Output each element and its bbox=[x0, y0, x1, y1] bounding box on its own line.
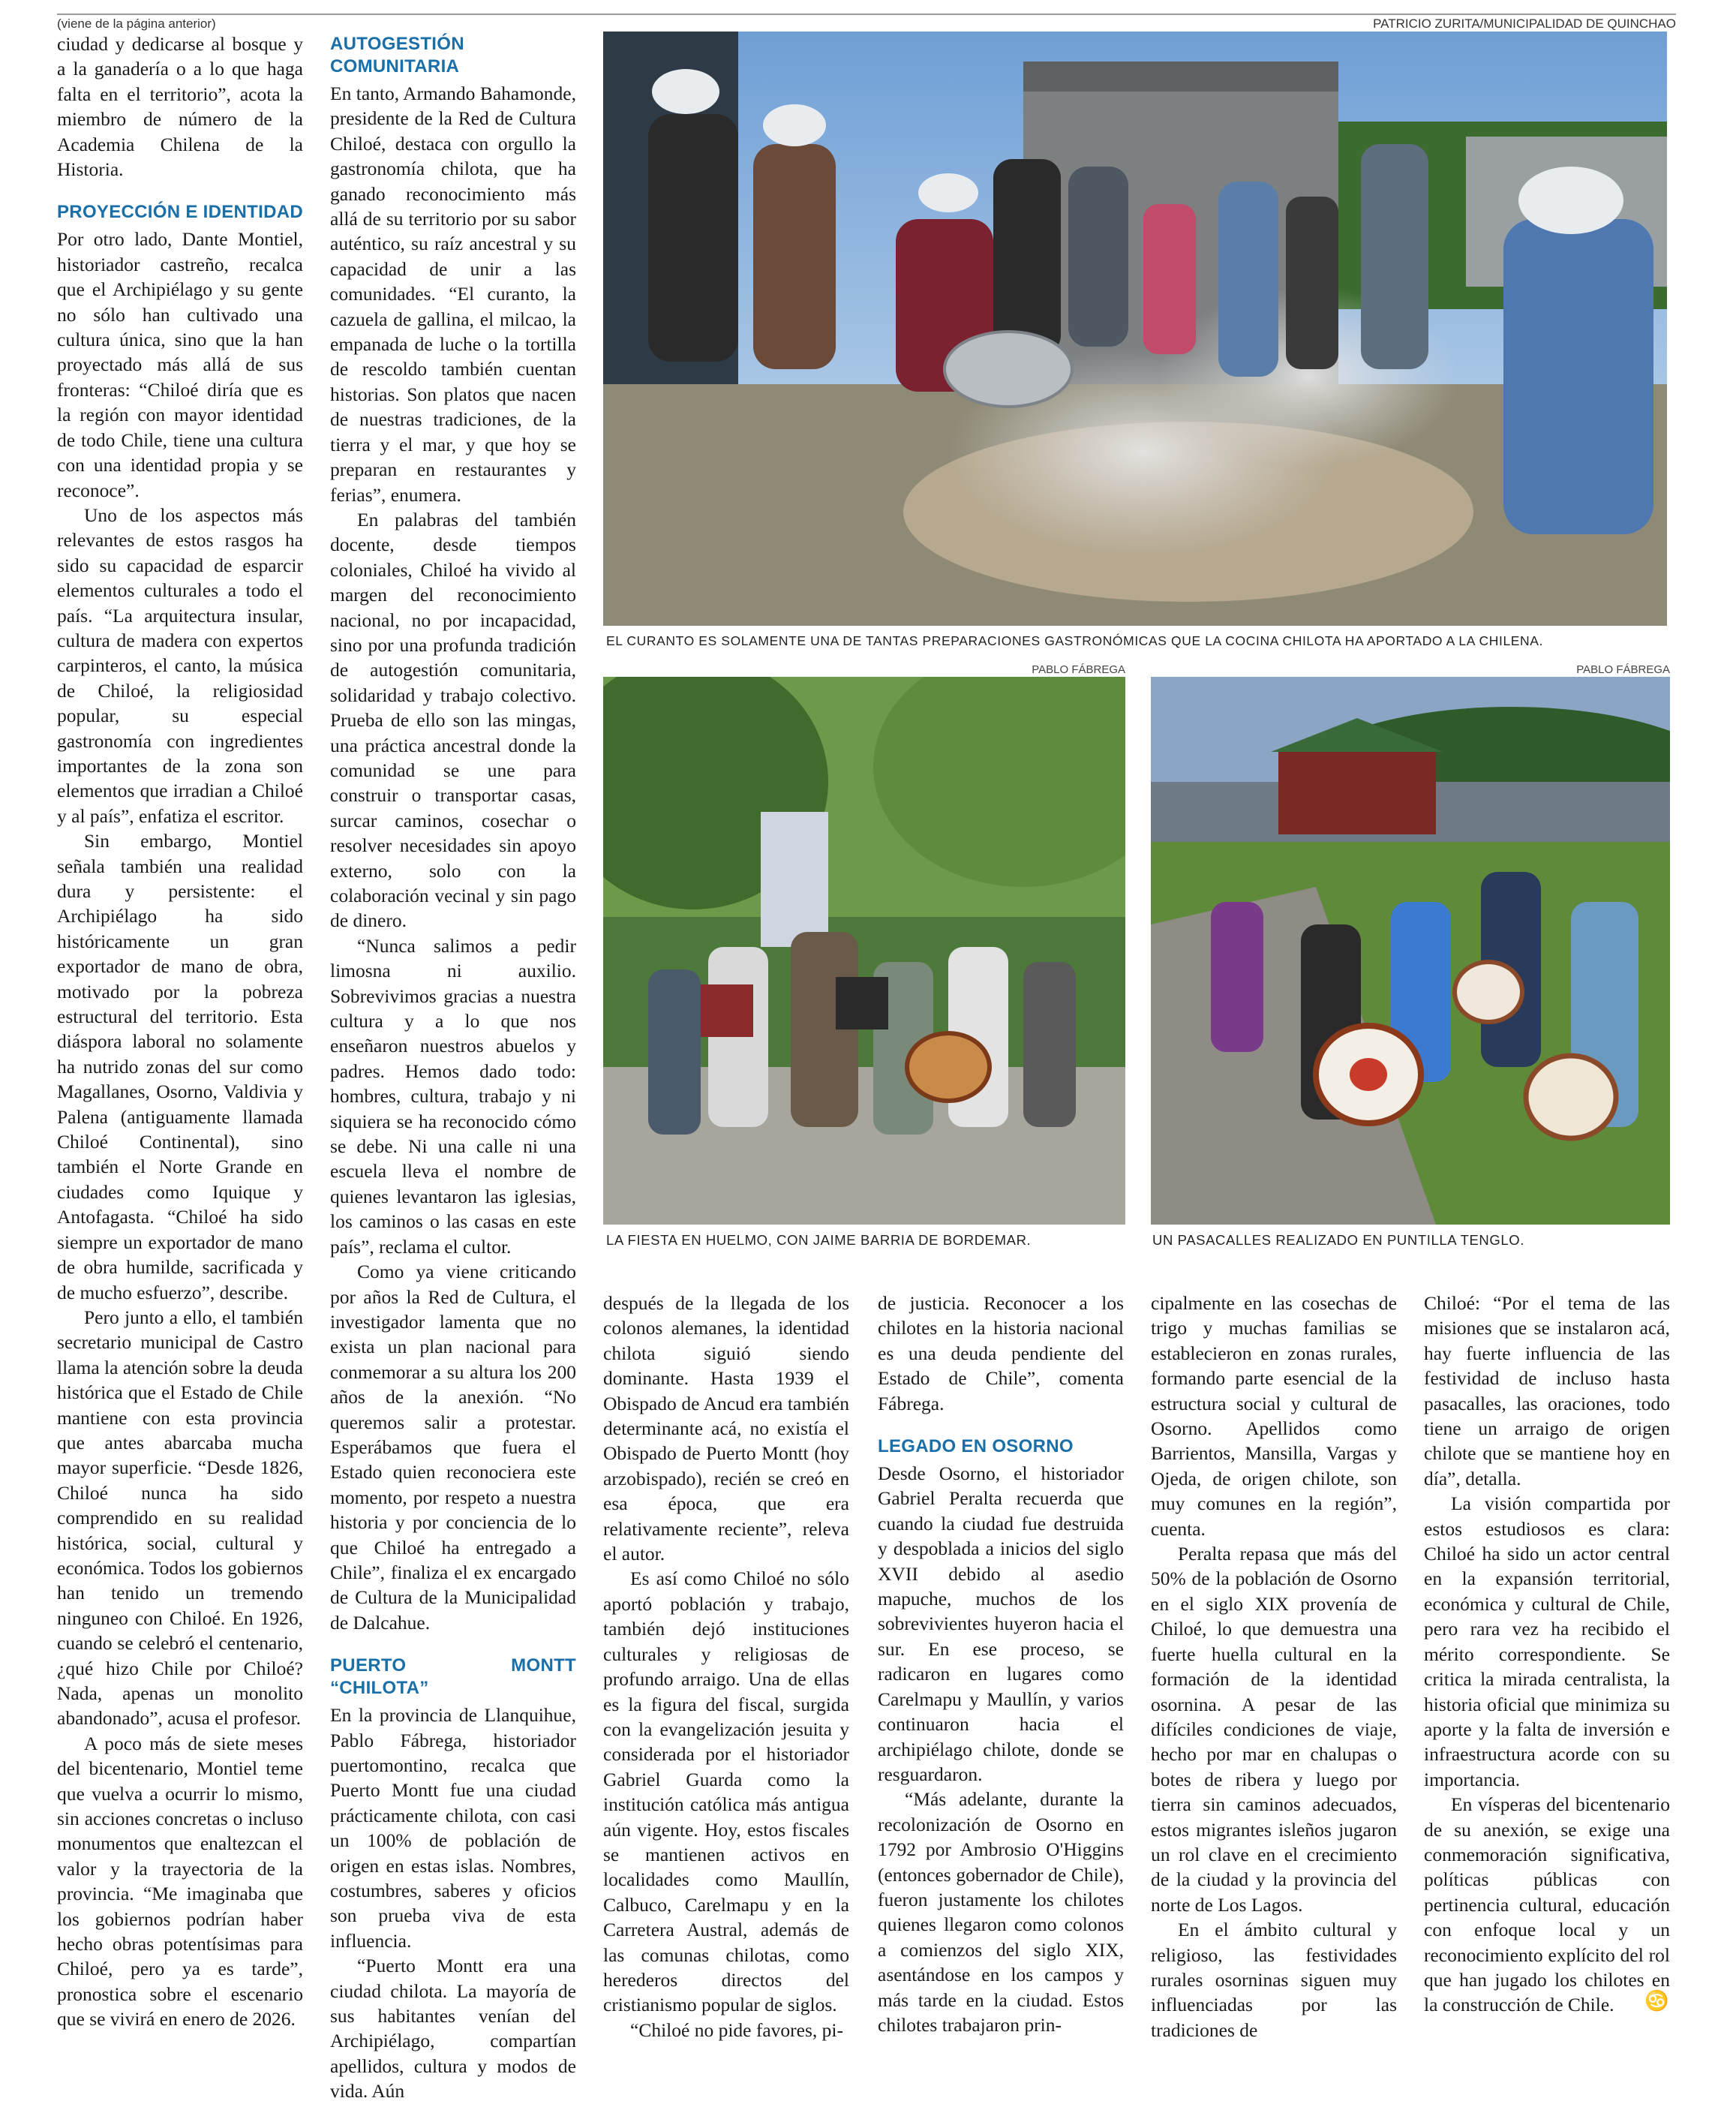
paragraph: La visión compartida por estos estudiosos es clara: Chiloé ha sido un actor central en la expansión territorial, económica y cultural de Chile, pero rara vez ha recibido el mérito correspondiente. Se critica la mirada centralista, la historia oficial que minimiza su aporte y la falta de inversión e infraestructura acorde con su importancia. bbox=[1424, 1492, 1670, 1790]
paragraph: después de la llegada de los colonos alemanes, la identidad chilota siguió siendo dominante. Hasta 1939 el Obispado de Ancud era también determinante acá, no existía el Obispado de Puerto Montt (hoy arzobispado), recién se creó en esa época, que era relativamente reciente”, releva el autor. bbox=[603, 1292, 849, 1565]
paragraph: “Nunca salimos a pedir limosna ni auxilio. Sobrevivimos gracias a nuestra cultura y a lo que nos enseñaron nuestros abuelos y padres. Hemos dado todo: hombres, cultura, trabajo y ni siquiera se ha reconocido cómo se debe. Ni una calle ni una escuela lleva el nombre de quienes levantaron las iglesias, los caminos o las casas en este país”, reclama el cultor. bbox=[330, 934, 576, 1258]
top-photo-credit: PATRICIO ZURITA/MUNICIPALIDAD DE QUINCHAO bbox=[1373, 17, 1676, 31]
paragraph: “Puerto Montt era una ciudad chilota. La mayoría de sus habitantes venían del Archipiélago, compartían apellidos, cultura y modos de vida. Aún bbox=[330, 1955, 576, 2102]
paragraph: Por otro lado, Dante Montiel, historiador castreño, recalca que el Archipiélago y su gente no sólo han cultivado una cultura única, sino que la han proyectado más allá de sus fronteras: “Chiloé diría que es la región con mayor identidad de todo Chile, tiene una cultura con una identidad propia y se reconoce”. bbox=[57, 228, 303, 501]
column-2 bbox=[330, 33, 576, 2104]
continued-note: (viene de la página anterior) bbox=[57, 17, 216, 31]
subhead-legado-osorno: LEGADO EN OSORNO bbox=[878, 1436, 1074, 1457]
column-4 bbox=[878, 1291, 1124, 2037]
paragraph: En vísperas del bicentenario de su anexión, se exige una conmemoración significativa, políticas públicas con pertinencia cultural, educación con enfoque local y un reconocimiento explícito del rol que han jugado los chilotes en la construcción de Chile. bbox=[1424, 1793, 1670, 2016]
paragraph: Desde Osorno, el historiador Gabriel Peralta recuerda que cuando la ciudad fue destruida y despoblada a inicios del siglo XVII debido al asedio mapuche, muchos de los sobrevivientes huyeron hacia el sur. En ese proceso, se radicaron en lugares como Carelmapu y Maullín, y varios continuaron hacia el archipiélago chilote, donde se resguardaron. bbox=[878, 1462, 1124, 1785]
photo-huelmo bbox=[603, 677, 1125, 1225]
caption-huelmo: LA FIESTA EN HUELMO, CON JAIME BARRIA DE BORDEMAR. bbox=[606, 1232, 1032, 1248]
paragraph: Es así como Chiloé no sólo aportó población y trabajo, también dejó instituciones culturales y religiosas de profundo arraigo. Una de ellas es la figura del fiscal, surgida con la evangelización jesuita y considerada por el historiador Gabriel Guarda como la institución católica más antigua aún vigente. Hoy, estos fiscales se mantienen activos en localidades como Maullín, Calbuco, Carelmapu y en la Carretera Austral, además de las comunas chilotas, como herederos directos del cristianismo popular de siglos. bbox=[603, 1567, 849, 2016]
subhead-autogestion: AUTOGESTIÓN COMUNITARIA bbox=[330, 34, 464, 77]
paragraph: En el ámbito cultural y religioso, las festividades rurales osorninas siguen muy influenciadas por las tradiciones de bbox=[1151, 1919, 1397, 2041]
column-5 bbox=[1151, 1291, 1397, 2042]
paragraph: Chiloé: “Por el tema de las misiones que se instalaron acá, hay fuerte influencia de las festividad de incluso hasta pasacalles, las oraciones, todo tiene un arraigo de origen chilote que se mantiene hoy en día”, detalla. bbox=[1424, 1292, 1670, 1489]
column-3 bbox=[603, 1291, 849, 2042]
paragraph: Pero junto a ello, el también secretario municipal de Castro llama la atención sobre la deuda histórica que el Estado de Chile mantiene con esta provincia que antes abarcaba mucha mayor superficie. “Desde 1826, Chiloé nunca ha sido comprendido en su realidad histórica, social, cultural y económica. Todos los gobiernos han tenido un tremendo ninguneo con Chiloé. En 1926, cuando se celebró el centenario, ¿qué hizo Chile por Chiloé? Nada, apenas un monolito abandonado”, acusa el profesor. bbox=[57, 1306, 303, 1730]
paragraph: Como ya viene criticando por años la Red de Cultura, el investigador lamenta que no exista un plan nacional para conmemorar a su altura los 200 años de la anexión. “No queremos salir a protestar. Esperábamos que fuera el Estado quien reconociera este momento, por respeto a nuestra historia y por conciencia de lo que Chiloé ha entregado a Chile”, finaliza el ex encargado de Cultura de la Municipalidad de Dalcahue. bbox=[330, 1261, 576, 1634]
paragraph: En palabras del también docente, desde tiempos coloniales, Chiloé ha vivido al margen del reconocimiento nacional, no por incapacidad, sino por una profunda tradición de autogestión comunitaria, solidaridad y trabajo colectivo. Prueba de ello son las mingas, una práctica ancestral donde la comunidad se une para construir o transportar casas, surcar caminos, cosechar o resolver necesidades sin apoyo externo, solo con la colaboración vecinal y sin pago de dinero. bbox=[330, 508, 576, 932]
paragraph: En la provincia de Llanquihue, Pablo Fábrega, historiador puertomontino, recalca que Puerto Montt fue una ciudad prácticamente chilota, con casi un 100% de población de origen en estas islas. Nombres, costumbres, saberes y oficios son prueba viva de esta influencia. bbox=[330, 1704, 576, 1952]
photo-pasacalles bbox=[1151, 677, 1670, 1225]
paragraph: ciudad y dedicarse al bosque y a la ganadería o a lo que haga falta en el territorio”, acota la miembro de número de la Academia Chilena de la Historia. bbox=[57, 33, 303, 181]
paragraph: Uno de los aspectos más relevantes de estos rasgos ha sido su capacidad de esparcir elementos culturales a todo el país. “La arquitectura insular, cultura de madera con expertos carpinteros, el canto, la música de Chiloé, la religiosidad popular, su especial gastronomía con ingredientes importantes de la zona son elementos que irradian a Chiloé y al país”, enfatiza el escritor. bbox=[57, 503, 303, 827]
photo-credit: PABLO FÁBREGA bbox=[1032, 663, 1125, 676]
subhead-puerto-montt: PUERTO MONTT “CHILOTA” bbox=[330, 1655, 576, 1699]
paragraph: cipalmente en las cosechas de trigo y muchas familias se establecieron en zonas rurales, formando parte esencial de la estructura social y cultural de Osorno. Apellidos como Barrientos, Mansilla, Vargas y Ojeda, de origen chilote, son muy comunes en la región”, cuenta. bbox=[1151, 1292, 1397, 1540]
paragraph: de justicia. Reconocer a los chilotes en la historia nacional es una deuda pendiente del Estado de Chile”, comenta Fábrega. bbox=[878, 1292, 1124, 1414]
paragraph: Sin embargo, Montiel señala también una realidad dura y persistente: el Archipiélago ha sido históricamente un gran exportador de mano de obra, motivado por la pobreza estructural del territorio. Esta diáspora laboral no solamente ha nutrido zonas del sur como Magallanes, Osorno, Valdivia y Palena (antiguamente llamada Chiloé Continental), sino también el Norte Grande en ciudades como Iquique y Antofagasta. “Chiloé ha sido siempre un exportador de mano de obra humilde, sacrificada y de mucho esfuerzo”, describe. bbox=[57, 830, 303, 1303]
photo-curanto bbox=[603, 32, 1667, 626]
photo-credit: PABLO FÁBREGA bbox=[1576, 663, 1670, 676]
paragraph: En tanto, Armando Bahamonde, presidente de la Red de Cultura Chiloé, destaca con orgullo la gastronomía chilota, que ha ganado reconocimiento más allá de su territorio por su sabor auténtico, su raíz ancestral y su capacidad de unir a las comunidades. “El curanto, la cazuela de gallina, el milcao, la empanada de luche o la tortilla de rescoldo también cuentan historias. Son platos que nacen de nuestras tradiciones, de la tierra y el mar, y que hoy se preparan en restaurantes y ferias”, enumera. bbox=[330, 83, 576, 506]
top-rule bbox=[57, 14, 1676, 15]
column-1 bbox=[57, 32, 303, 2032]
end-mark-icon: ♋ bbox=[1644, 1990, 1669, 2012]
subhead-proyeccion: PROYECCIÓN E IDENTIDAD bbox=[57, 202, 303, 223]
paragraph: Peralta repasa que más del 50% de la población de Osorno en el siglo XIX provenía de Chiloé, lo que demuestra una fuerte huella cultural en la formación de la identidad osornina. A pesar de las difíciles condiciones de viaje, hecho por mar en chalupas o botes de ribera y luego por tierra sin caminos adecuados, estos migrantes isleños jugaron un rol clave en el crecimiento de la ciudad y la provincia del norte de Los Lagos. bbox=[1151, 1543, 1397, 1916]
column-6 bbox=[1424, 1291, 1670, 2018]
paragraph: “Chiloé no pide favores, pi- bbox=[630, 2018, 843, 2041]
paragraph: “Más adelante, durante la recolonización de Osorno en 1792 por Ambrosio O'Higgins (entonces gobernador de Chile), fueron justamente los chilotes quienes llegaron como colonos a comienzos del siglo XIX, asentándose en los campos y más tarde en la ciudad. Estos chilotes trabajaron prin- bbox=[878, 1788, 1124, 2036]
caption-pasacalles: UN PASACALLES REALIZADO EN PUNTILLA TENGLO. bbox=[1152, 1232, 1524, 1248]
paragraph: A poco más de siete meses del bicentenario, Montiel teme que vuelva a ocurrir lo mismo, sin acciones concretas o incluso monumentos que enaltezcan el valor y la trayectoria de la provincia. “Me imaginaba que los gobiernos podrían haber hecho obras potentísimas para Chiloé, pero ya es tarde”, pronostica sobre el escenario que se vivirá en enero de 2026. bbox=[57, 1732, 303, 2030]
caption-curanto: EL CURANTO ES SOLAMENTE UNA DE TANTAS PREPARACIONES GASTRONÓMICAS QUE LA COCINA CHILOTA HA APORTADO A LA CHILENA. bbox=[606, 633, 1544, 648]
